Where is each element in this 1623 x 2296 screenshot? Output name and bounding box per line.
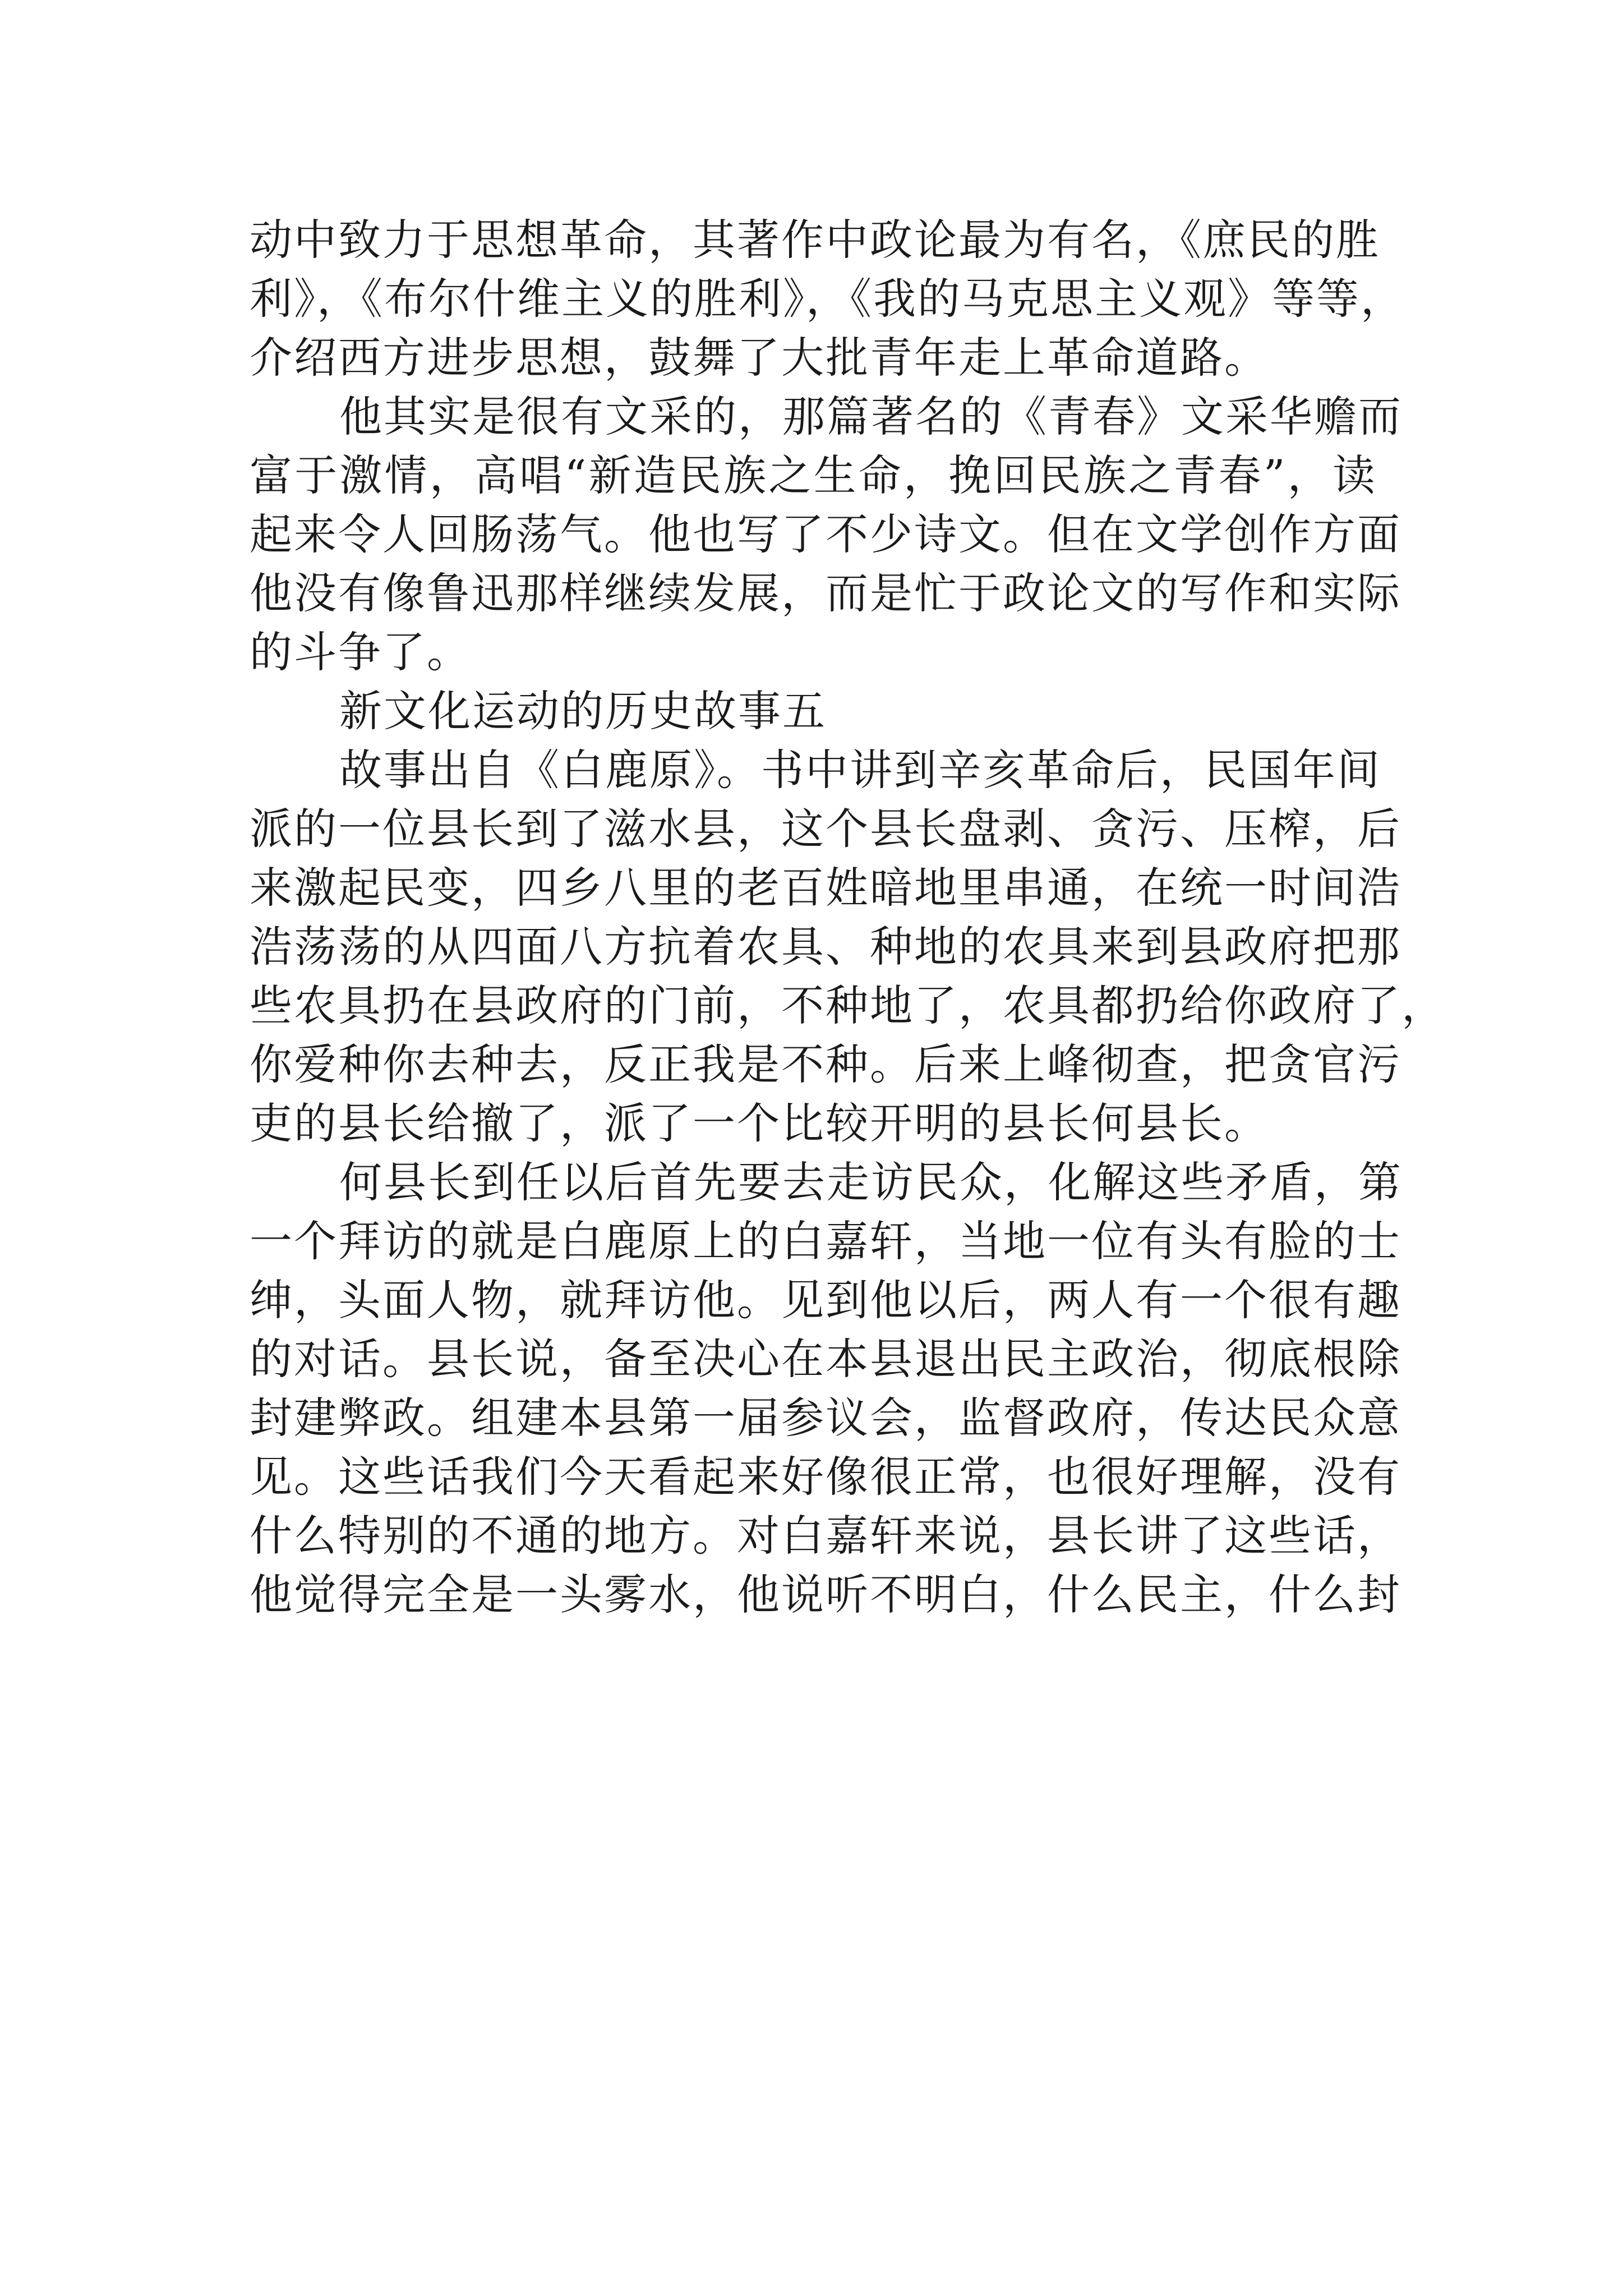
paragraph bbox=[250, 1153, 1403, 1624]
paragraph bbox=[250, 387, 1403, 682]
text-line: 一个拜访的就是白鹿原上的白嘉轩，当地一位有头有脸的士 bbox=[250, 1216, 1401, 1266]
paragraph bbox=[250, 210, 1405, 387]
text-line: 他觉得完全是一头雾水，他说听不明白，什么民主，什么封 bbox=[250, 1570, 1401, 1619]
text-line: 吏的县长给撤了，派了一个比较开明的县长何县长。 bbox=[250, 1098, 1269, 1148]
section-heading-text: 新文化运动的历史故事五 bbox=[339, 686, 827, 736]
text-line: 的对话。县长说，备至决心在本县退出民主政治，彻底根除 bbox=[250, 1334, 1401, 1384]
text-line: 他其实是很有文采的，那篇著名的《青春》文采华赡而 bbox=[339, 392, 1403, 441]
paragraph bbox=[250, 740, 1446, 1153]
text-line: 见。这些话我们今天看起来好像很正常，也很好理解，没有 bbox=[250, 1452, 1401, 1502]
section-heading bbox=[250, 682, 1377, 740]
text-line: 利》，《布尔什维主义的胜利》，《我的马克思主义观》等等， bbox=[250, 274, 1405, 324]
text-line: 故事出自《白鹿原》。书中讲到辛亥革命后，民国年间 bbox=[339, 745, 1381, 795]
text-line: 你爱种你去种去，反正我是不种。后来上峰彻查，把贪官污 bbox=[250, 1039, 1401, 1089]
text-line: 介绍西方进步思想，鼓舞了大批青年走上革命道路。 bbox=[250, 333, 1269, 383]
text-line: 的斗争了。 bbox=[250, 627, 471, 677]
body-text bbox=[250, 210, 1446, 1624]
text-line: 来激起民变，四乡八里的老百姓暗地里串通，在统一时间浩 bbox=[250, 863, 1401, 913]
text-line: 什么特别的不通的地方。对白嘉轩来说，县长讲了这些话， bbox=[250, 1511, 1401, 1561]
text-line: 起来令人回肠荡气。他也写了不少诗文。但在文学创作方面 bbox=[250, 509, 1401, 559]
text-line: 封建弊政。组建本县第一届参议会，监督政府，传达民众意 bbox=[250, 1393, 1401, 1443]
text-line: 动中致力于思想革命，其著作中政论最为有名，《庶民的胜 bbox=[250, 215, 1380, 265]
text-line: 他没有像鲁迅那样继续发展，而是忙于政论文的写作和实际 bbox=[250, 568, 1401, 618]
text-line: 浩荡荡的从四面八方抗着农具、种地的农具来到县政府把那 bbox=[250, 922, 1401, 972]
text-line: 派的一位县长到了滋水县，这个县长盘剥、贪污、压榨，后 bbox=[250, 804, 1401, 854]
text-line: 富于激情，高唱“新造民族之生命，挽回民族之青春”，读 bbox=[250, 450, 1377, 500]
text-line: 何县长到任以后首先要去走访民众，化解这些矛盾，第 bbox=[339, 1157, 1403, 1207]
text-line: 些农具扔在县政府的门前，不种地了，农具都扔给你政府了， bbox=[250, 981, 1446, 1030]
text-line: 绅，头面人物，就拜访他。见到他以后，两人有一个很有趣 bbox=[250, 1275, 1401, 1325]
